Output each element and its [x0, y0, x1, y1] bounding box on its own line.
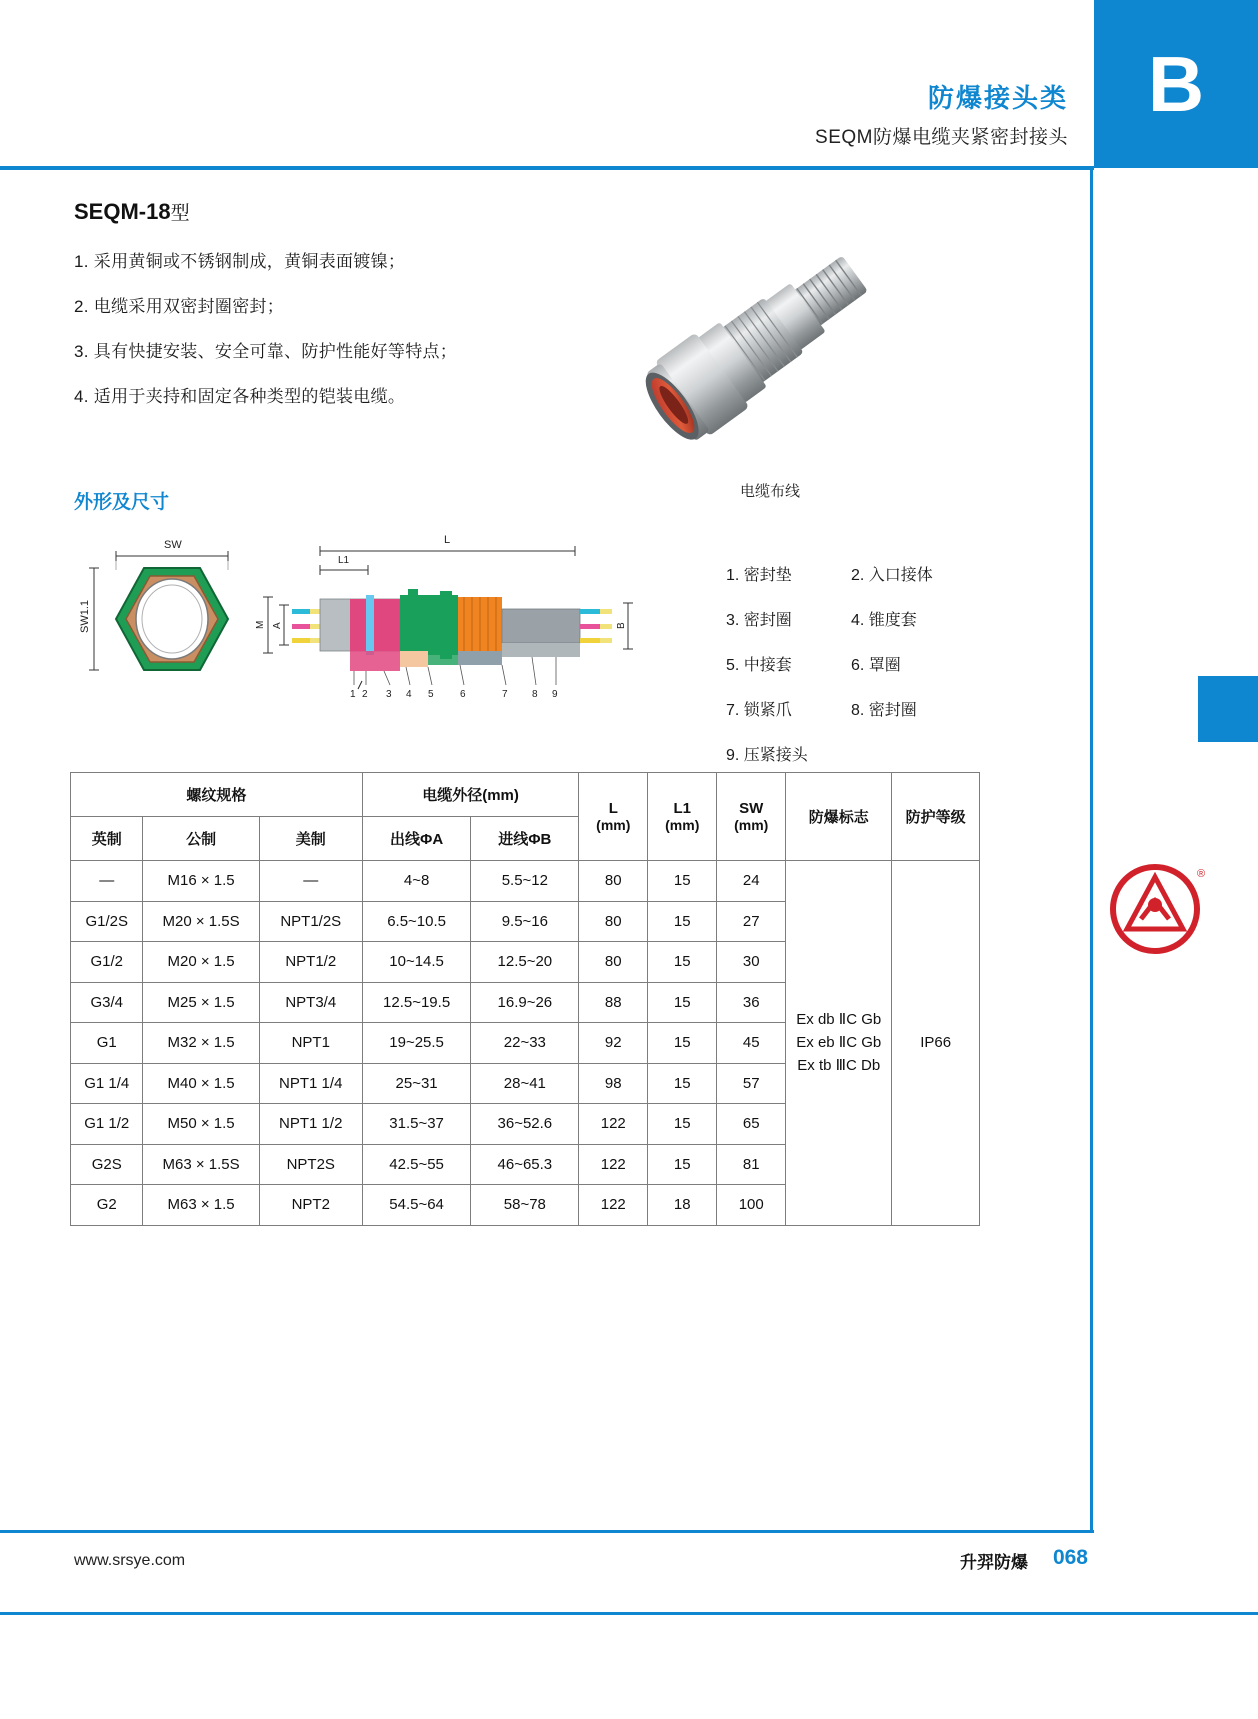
col-sw-label: SW — [739, 800, 764, 817]
cell-us: NPT1 1/4 — [259, 1063, 362, 1104]
cell-sw: 100 — [717, 1185, 786, 1226]
cell-sw: 36 — [717, 982, 786, 1023]
cell-inch: G1 — [71, 1023, 143, 1064]
cell-out: 31.5~37 — [362, 1104, 471, 1145]
svg-text:A: A — [272, 622, 283, 629]
cell-us: NPT1/2 — [259, 942, 362, 983]
spec-table-area — [70, 772, 980, 1226]
parts-legend — [726, 562, 976, 787]
cell-in: 36~52.6 — [471, 1104, 579, 1145]
cell-metric: M63 × 1.5 — [143, 1185, 259, 1226]
model-title — [74, 198, 190, 225]
cell-out: 25~31 — [362, 1063, 471, 1104]
header-divider — [0, 166, 1094, 170]
parts-row — [726, 652, 976, 675]
cell-sw: 30 — [717, 942, 786, 983]
svg-text:®: ® — [1197, 868, 1206, 880]
svg-text:M: M — [255, 620, 266, 629]
feature-item: 2. 电缆采用双密封圈密封； — [74, 297, 285, 316]
svg-text:7: 7 — [502, 689, 508, 700]
col-sw — [717, 773, 786, 861]
cell-in: 5.5~12 — [471, 861, 579, 902]
cell-inch: G1/2S — [71, 901, 143, 942]
cell-l: 122 — [579, 1104, 648, 1145]
part-item: 8. 密封圈 — [851, 702, 917, 719]
cell-us: NPT1/2S — [259, 901, 362, 942]
cell-ip: IP66 — [892, 861, 980, 1226]
part-item: 1. 密封垫 — [726, 567, 792, 584]
cell-sw: 57 — [717, 1063, 786, 1104]
cell-out: 10~14.5 — [362, 942, 471, 983]
cell-sw: 65 — [717, 1104, 786, 1145]
part-item: 3. 密封圈 — [726, 612, 792, 629]
cell-out: 42.5~55 — [362, 1144, 471, 1185]
cell-in: 28~41 — [471, 1063, 579, 1104]
col-group-cable-od: 电缆外径(mm) — [362, 773, 578, 817]
cell-l1: 18 — [648, 1185, 717, 1226]
cell-l1: 15 — [648, 1023, 717, 1064]
footer-url[interactable]: www.srsye.com — [74, 1552, 186, 1569]
ex-mark-line: Ex eb ⅡC Gb — [796, 1034, 882, 1052]
cell-l1: 15 — [648, 901, 717, 942]
parts-row — [726, 697, 976, 720]
cell-l: 88 — [579, 982, 648, 1023]
part-item: 2. 入口接体 — [851, 567, 933, 584]
cell-inch: G1 1/2 — [71, 1104, 143, 1145]
svg-text:3: 3 — [386, 689, 392, 700]
cell-l1: 15 — [648, 942, 717, 983]
part-item: 9. 压紧接头 — [726, 747, 808, 764]
section-title: 外形及尺寸 — [74, 492, 170, 513]
cell-in: 9.5~16 — [471, 901, 579, 942]
cell-l: 98 — [579, 1063, 648, 1104]
col-sw-unit: (mm) — [734, 817, 769, 833]
ex-mark-line: Ex db ⅡC Gb — [796, 1010, 882, 1028]
cell-l1: 15 — [648, 982, 717, 1023]
col-ex-mark: 防爆标志 — [786, 773, 892, 861]
footer-brand: 升羿防爆 — [960, 1553, 1028, 1572]
col-us: 美制 — [259, 817, 362, 861]
col-group-thread: 螺纹规格 — [71, 773, 363, 817]
cell-metric: M63 × 1.5S — [143, 1144, 259, 1185]
cell-out: 4~8 — [362, 861, 471, 902]
cell-in: 12.5~20 — [471, 942, 579, 983]
cell-inch: G1 1/4 — [71, 1063, 143, 1104]
cell-us: NPT1 — [259, 1023, 362, 1064]
cell-metric: M20 × 1.5 — [143, 942, 259, 983]
svg-text:1: 1 — [350, 689, 356, 700]
col-l-unit: (mm) — [596, 817, 631, 833]
cell-l: 80 — [579, 942, 648, 983]
cell-l: 80 — [579, 861, 648, 902]
table-row — [71, 861, 980, 902]
cell-l1: 15 — [648, 1104, 717, 1145]
company-logo-icon — [1105, 855, 1213, 963]
cell-inch: G3/4 — [71, 982, 143, 1023]
col-l-label: L — [608, 800, 618, 817]
cell-sw: 24 — [717, 861, 786, 902]
col-metric: 公制 — [143, 817, 259, 861]
svg-text:L1: L1 — [338, 555, 350, 566]
cell-in: 58~78 — [471, 1185, 579, 1226]
cell-inch: — — [71, 861, 143, 902]
part-item: 7. 锁紧爪 — [726, 702, 792, 719]
product-photo — [620, 210, 920, 470]
cell-out: 54.5~64 — [362, 1185, 471, 1226]
svg-text:5: 5 — [428, 689, 434, 700]
col-l1 — [648, 773, 717, 861]
cell-us: NPT3/4 — [259, 982, 362, 1023]
cell-l1: 15 — [648, 1144, 717, 1185]
table-header-row — [71, 773, 980, 817]
feature-item: 1. 采用黄铜或不锈钢制成，黄铜表面镀镍； — [74, 252, 406, 271]
svg-text:2: 2 — [362, 689, 368, 700]
cell-us: NPT2S — [259, 1144, 362, 1185]
cell-us: — — [259, 861, 362, 902]
cell-inch: G1/2 — [71, 942, 143, 983]
page-subtitle: SEQM防爆电缆夹紧密封接头 — [815, 127, 1068, 148]
cell-l1: 15 — [648, 1063, 717, 1104]
svg-text:9: 9 — [552, 689, 558, 700]
cell-metric: M50 × 1.5 — [143, 1104, 259, 1145]
parts-row — [726, 607, 976, 630]
col-l1-label: L1 — [673, 800, 692, 817]
cell-l: 122 — [579, 1144, 648, 1185]
col-inch: 英制 — [71, 817, 143, 861]
page-header — [0, 0, 1258, 168]
cell-in: 22~33 — [471, 1023, 579, 1064]
parts-row — [726, 562, 976, 585]
col-out: 出线ΦA — [362, 817, 471, 861]
cell-l1: 15 — [648, 861, 717, 902]
col-ip: 防护等级 — [892, 773, 980, 861]
spec-table — [70, 772, 980, 1226]
svg-text:6: 6 — [460, 689, 466, 700]
svg-text:4: 4 — [406, 689, 412, 700]
hex-dimension-drawing — [70, 530, 270, 690]
side-tab-marker — [1198, 676, 1258, 742]
photo-caption: 电缆布线 — [739, 483, 800, 500]
cell-ex-mark — [786, 861, 892, 1226]
model-suffix: 型 — [170, 203, 190, 224]
cell-metric: M32 × 1.5 — [143, 1023, 259, 1064]
svg-text:SW1.1: SW1.1 — [79, 599, 91, 633]
col-l1-unit: (mm) — [665, 817, 700, 833]
cell-l: 92 — [579, 1023, 648, 1064]
part-item: 5. 中接套 — [726, 657, 792, 674]
part-item: 4. 锥度套 — [851, 612, 917, 629]
cell-sw: 45 — [717, 1023, 786, 1064]
cell-l: 122 — [579, 1185, 648, 1226]
cell-in: 16.9~26 — [471, 982, 579, 1023]
footer-divider-top — [0, 1530, 1094, 1533]
part-item: 6. 罩圈 — [851, 657, 901, 674]
cell-in: 46~65.3 — [471, 1144, 579, 1185]
cell-sw: 27 — [717, 901, 786, 942]
svg-text:B: B — [616, 622, 627, 629]
page-title: 防爆接头类 — [927, 83, 1068, 113]
cell-us: NPT1 1/2 — [259, 1104, 362, 1145]
cell-l: 80 — [579, 901, 648, 942]
col-in: 进线ΦB — [471, 817, 579, 861]
cell-out: 12.5~19.5 — [362, 982, 471, 1023]
cell-metric: M16 × 1.5 — [143, 861, 259, 902]
svg-text:SW: SW — [164, 539, 182, 551]
cell-metric: M20 × 1.5S — [143, 901, 259, 942]
vertical-divider — [1090, 170, 1093, 1530]
feature-item: 3. 具有快捷安装、安全可靠、防护性能好等特点； — [74, 342, 458, 361]
cell-metric: M25 × 1.5 — [143, 982, 259, 1023]
svg-text:8: 8 — [532, 689, 538, 700]
feature-item: 4. 适用于夹持和固定各种类型的铠装电缆。 — [74, 387, 406, 406]
col-l — [579, 773, 648, 861]
cell-inch: G2S — [71, 1144, 143, 1185]
cell-out: 19~25.5 — [362, 1023, 471, 1064]
parts-row — [726, 742, 976, 765]
svg-text:L: L — [444, 534, 451, 546]
cell-metric: M40 × 1.5 — [143, 1063, 259, 1104]
cell-us: NPT2 — [259, 1185, 362, 1226]
cell-out: 6.5~10.5 — [362, 901, 471, 942]
footer-divider-bottom — [0, 1612, 1258, 1615]
cell-inch: G2 — [71, 1185, 143, 1226]
assembly-section-drawing — [250, 525, 650, 705]
model-name: SEQM-18 — [74, 199, 171, 224]
ex-mark-line: Ex tb ⅢC Db — [797, 1057, 881, 1075]
section-letter: B — [1147, 40, 1205, 128]
cell-sw: 81 — [717, 1144, 786, 1185]
footer-page-number: 068 — [1052, 1546, 1088, 1569]
